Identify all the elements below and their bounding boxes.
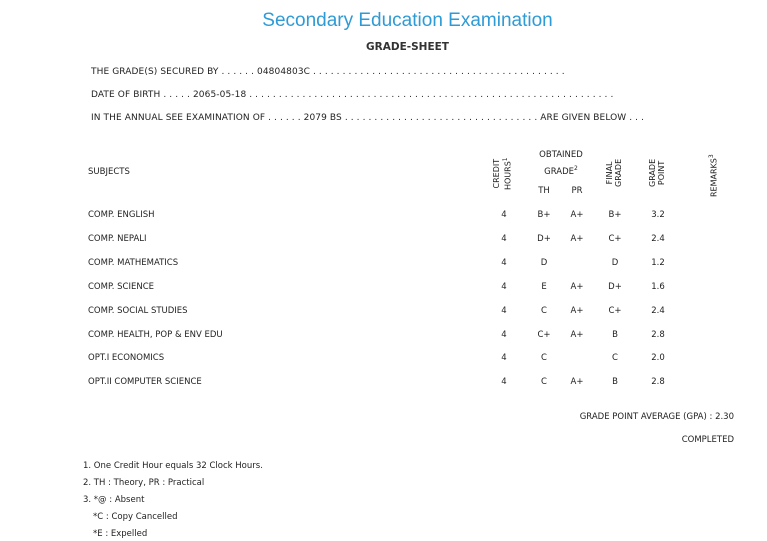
footnote-3-expelled: *E : Expelled <box>93 529 148 539</box>
info-label-dob: DATE OF BIRTH . . . . . <box>91 90 190 100</box>
footnote-3: 3. *@ : Absent <box>83 495 145 505</box>
info-label-exam: IN THE ANNUAL SEE EXAMINATION OF . . . . . . <box>91 113 301 123</box>
pr-grade-cell: A+ <box>570 377 584 387</box>
subject-name: OPT.I ECONOMICS <box>88 353 165 363</box>
th-grade-cell: C+ <box>537 330 551 340</box>
grade-point-cell: 3.2 <box>651 210 665 220</box>
pr-grade-cell: A+ <box>570 282 584 292</box>
header-final-line1: FINAL <box>605 161 614 185</box>
document-subtitle: GRADE-SHEET <box>366 41 449 53</box>
header-credit-line2 <box>501 157 513 190</box>
grade-point-cell: 1.6 <box>651 282 665 292</box>
pr-grade-cell: A+ <box>570 234 584 244</box>
credit-hours-cell: 4 <box>501 282 507 292</box>
credit-hours-cell: 4 <box>501 234 507 244</box>
info-given-below: . . . . . . . . . . . . . . . . . . . . . . . . . . . . . . . . . ARE GIVEN BELOW . . . <box>344 113 645 123</box>
info-dots: . . . . . . . . . . . . . . . . . . . . . . . . . . . . . . . . . . . . . . . . . . . . . . . . . . . . . . . . . . . . . . <box>249 90 614 100</box>
final-grade-cell: B+ <box>608 210 622 220</box>
header-pr: PR <box>571 186 583 196</box>
grade-point-cell: 2.4 <box>651 306 665 316</box>
header-subjects: SUBJECTS <box>88 167 130 177</box>
footnote-3-copy-cancelled: *C : Copy Cancelled <box>93 512 178 522</box>
result-status: COMPLETED <box>681 435 734 445</box>
header-remarks-line <box>707 154 719 197</box>
pr-grade-cell: A+ <box>570 306 584 316</box>
header-final-line2: GRADE <box>614 158 623 187</box>
credit-hours-cell: 4 <box>501 210 507 220</box>
pr-grade-cell: A+ <box>570 330 584 340</box>
header-remarks <box>707 154 719 197</box>
info-label-secured-by: THE GRADE(S) SECURED BY . . . . . . <box>91 67 255 77</box>
gpa-summary: GRADE POINT AVERAGE (GPA) : 2.30 <box>579 412 734 422</box>
symbol-number: 04804803C <box>257 67 311 77</box>
info-line-exam <box>91 113 644 123</box>
final-grade-cell: C+ <box>608 234 622 244</box>
final-grade-cell: C+ <box>608 306 622 316</box>
header-remarks-text: REMARKS <box>709 158 719 197</box>
th-grade-cell: D+ <box>537 234 551 244</box>
footnote-2-marker: 2 <box>574 165 578 172</box>
footnote-1-marker: 1 <box>502 157 509 162</box>
subject-name: COMP. SOCIAL STUDIES <box>88 306 188 316</box>
date-of-birth: 2065-05-18 <box>192 90 247 100</box>
header-credit-text: HOURS <box>503 161 513 190</box>
grade-point-cell: 2.0 <box>651 353 665 363</box>
final-grade-cell: B <box>612 377 618 387</box>
header-obtained-line1: OBTAINED <box>539 150 583 160</box>
th-grade-cell: E <box>541 282 547 292</box>
th-grade-cell: D <box>540 258 548 268</box>
exam-year: 2079 BS <box>303 113 342 123</box>
grade-point-cell: 2.4 <box>651 234 665 244</box>
credit-hours-cell: 4 <box>501 258 507 268</box>
header-obtained-grade <box>526 149 596 179</box>
info-line-student <box>91 67 565 77</box>
final-grade-cell: C <box>612 353 618 363</box>
subject-name: COMP. MATHEMATICS <box>88 258 179 268</box>
subject-name: OPT.II COMPUTER SCIENCE <box>88 377 202 387</box>
final-grade-cell: D <box>611 258 619 268</box>
footnote-2: 2. TH : Theory, PR : Practical <box>83 478 205 488</box>
header-gp-line2: POINT <box>657 160 666 186</box>
document-title: Secondary Education Examination <box>262 10 553 31</box>
grade-point-cell: 1.2 <box>651 258 665 268</box>
header-obtained-line2 <box>526 162 596 179</box>
info-dots: . . . . . . . . . . . . . . . . . . . . . . . . . . . . . . . . . . . . . . . . . . . <box>313 67 565 77</box>
th-grade-cell: C <box>541 377 547 387</box>
grade-point-cell: 2.8 <box>651 330 665 340</box>
footnote-1: 1. One Credit Hour equals 32 Clock Hours. <box>83 461 263 471</box>
info-line-dob <box>91 90 613 100</box>
th-grade-cell: C <box>541 353 547 363</box>
grade-point-cell: 2.8 <box>651 377 665 387</box>
header-credit-line1: CREDIT <box>492 158 501 189</box>
header-credit-hours <box>492 157 513 190</box>
credit-hours-cell: 4 <box>501 353 507 363</box>
subject-name: COMP. HEALTH, POP & ENV EDU <box>88 330 223 340</box>
credit-hours-cell: 4 <box>501 377 507 387</box>
final-grade-cell: D+ <box>608 282 622 292</box>
pr-grade-cell: A+ <box>570 210 584 220</box>
final-grade-cell: B <box>612 330 618 340</box>
header-final-grade <box>605 159 623 187</box>
header-gp-line1: GRADE <box>648 158 657 187</box>
footnote-3-marker: 3 <box>708 154 715 159</box>
header-th: TH <box>538 186 550 196</box>
subject-name: COMP. SCIENCE <box>88 282 155 292</box>
credit-hours-cell: 4 <box>501 306 507 316</box>
subject-name: COMP. ENGLISH <box>88 210 155 220</box>
credit-hours-cell: 4 <box>501 330 507 340</box>
subject-name: COMP. NEPALI <box>88 234 147 244</box>
header-obtained-text: GRADE <box>544 166 575 177</box>
th-grade-cell: B+ <box>537 210 551 220</box>
header-grade-point <box>648 159 666 187</box>
th-grade-cell: C <box>541 306 547 316</box>
